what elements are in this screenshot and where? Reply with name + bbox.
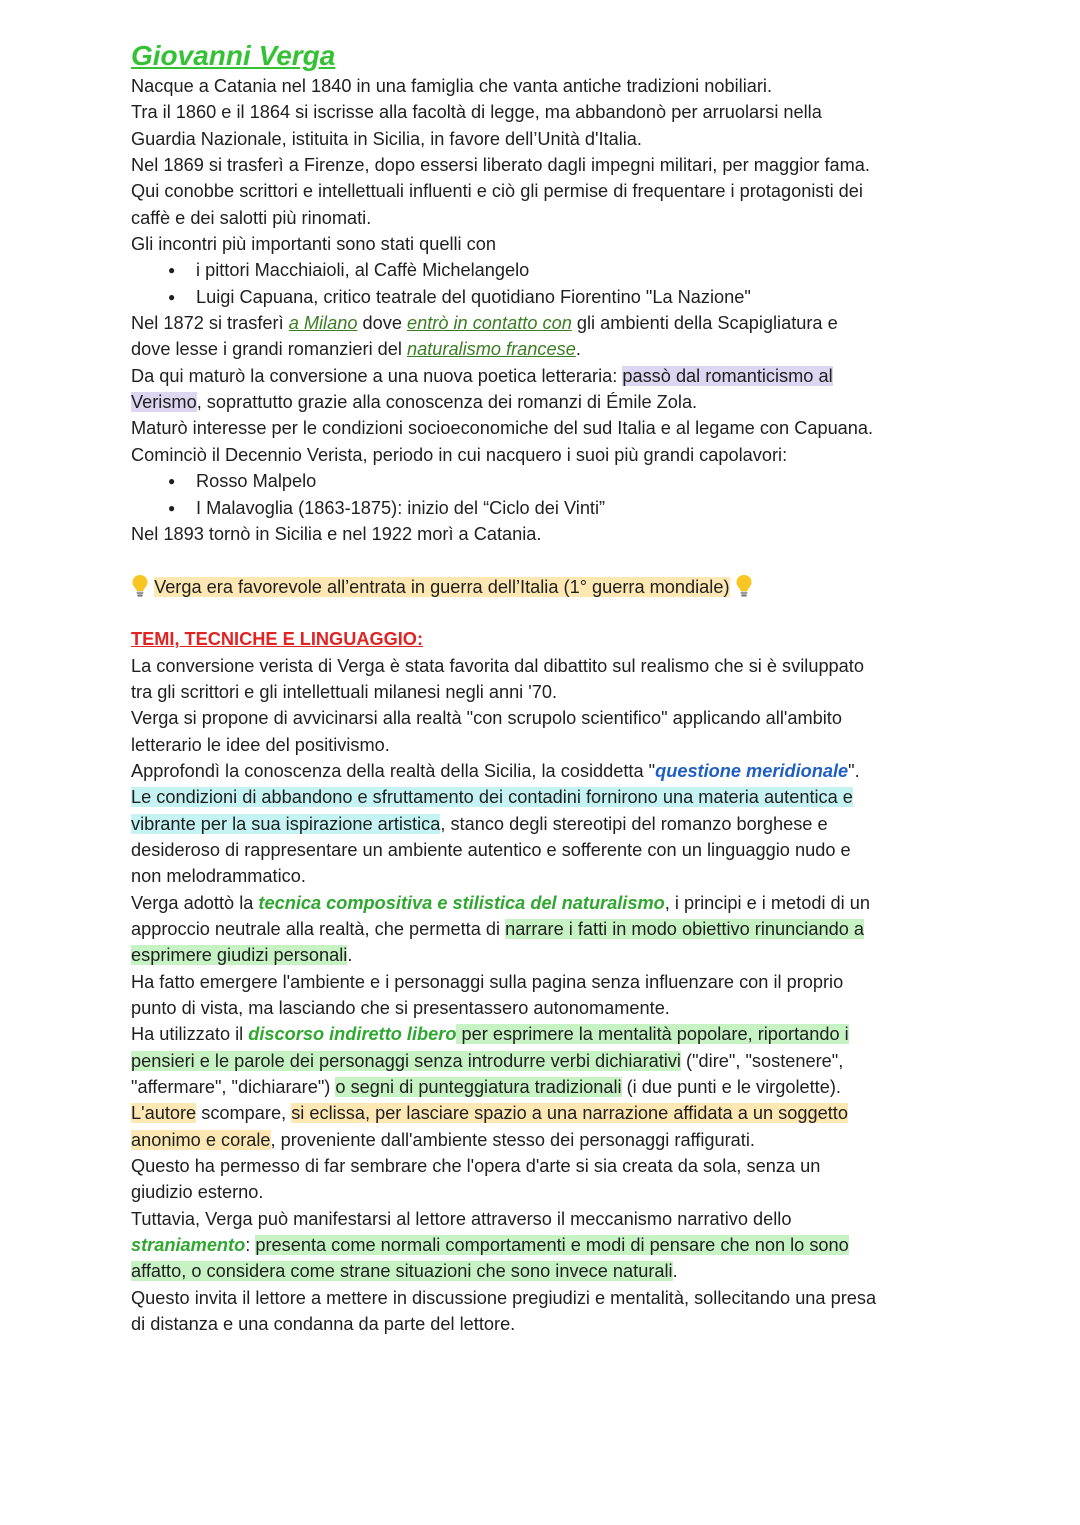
- paragraph-line: desideroso di rappresentare un ambiente autentico e sofferente con un linguaggio nudo e: [131, 839, 851, 860]
- paragraph-line: Cominciò il Decennio Verista, periodo in cui nacquero i suoi più grandi capolavori:: [131, 444, 788, 465]
- paragraph-line: straniamento: presenta come normali comportamenti e modi di pensare che non lo sono: [131, 1235, 849, 1256]
- paragraph-line: Questo invita il lettore a mettere in discussione pregiudizi e mentalità, sollecitando una presa: [131, 1287, 877, 1308]
- document-page: [131, 40, 961, 1338]
- link-naturalismo[interactable]: naturalismo francese: [406, 339, 576, 360]
- highlight: vibrante per la sua ispirazione artistica: [131, 813, 441, 834]
- paragraph-line: Approfondì la conoscenza della realtà della Sicilia, la cosiddetta "questione meridionale".: [131, 760, 860, 781]
- paragraph-line: Guardia Nazionale, istituita in Sicilia, in favore dell’Unità d'Italia.: [131, 128, 642, 149]
- emphasis: tecnica compositiva e stilistica del naturalismo: [258, 892, 665, 913]
- emphasis: questione meridionale: [655, 760, 849, 781]
- paragraph-line: Questo ha permesso di far sembrare che l'opera d'arte si sia creata da sola, senza un: [131, 1156, 821, 1177]
- highlight: per esprimere la mentalità popolare, riportando i: [456, 1024, 849, 1045]
- highlight: L'autore: [131, 1103, 197, 1124]
- paragraph-line: Gli incontri più importanti sono stati quelli con: [131, 234, 496, 255]
- paragraph-line: pensieri e le parole dei personaggi senza introdurre verbi dichiarativi ("dire", "sostenere",: [131, 1050, 844, 1071]
- paragraph-line: affatto, o considera come strane situazioni che sono invece naturali.: [131, 1261, 678, 1282]
- paragraph-line: "affermare", "dichiarare") o segni di punteggiatura tradizionali (i due punti e le virgolette).: [131, 1077, 841, 1098]
- highlight: Verismo: [131, 392, 197, 413]
- paragraph-line: Ha utilizzato il discorso indiretto libero per esprimere la mentalità popolare, riportando i: [131, 1024, 849, 1045]
- highlight: passò dal romanticismo al: [622, 365, 833, 386]
- paragraph-line: letterario le idee del positivismo.: [131, 734, 390, 755]
- section-title: TEMI, TECNICHE E LINGUAGGIO:: [131, 629, 424, 650]
- paragraph-line: punto di vista, ma lasciando che si presentassero autonomamente.: [131, 998, 670, 1019]
- paragraph-line: La conversione verista di Verga è stata favorita dal dibattito sul realismo che si è sviluppato: [131, 655, 864, 676]
- note-line: [131, 574, 961, 600]
- paragraph-line: approccio neutrale alla realtà, che permetta di narrare i fatti in modo obiettivo rinunciando a: [131, 919, 864, 939]
- paragraph-line: Nacque a Catania nel 1840 in una famiglia che vanta antiche tradizioni nobiliari.: [131, 76, 773, 96]
- list-item: ● Rosso Malpelo: [131, 468, 961, 494]
- highlight: esprimere giudizi personali: [131, 945, 348, 966]
- paragraph-line: Nel 1893 tornò in Sicilia e nel 1922 morì a Catania.: [131, 523, 542, 544]
- list-item: ● I Malavoglia (1863-1875): inizio del “Ciclo dei Vinti”: [131, 495, 961, 521]
- paragraph-line: L'autore scompare, si eclissa, per lasciare spazio a una narrazione affidata a un soggetto: [131, 1103, 848, 1124]
- paragraph-line: vibrante per la sua ispirazione artistica, stanco degli stereotipi del romanzo borghese e: [131, 813, 828, 834]
- paragraph-line: Verga si propone di avvicinarsi alla realtà "con scrupolo scientifico" applicando all'ambito: [131, 708, 842, 729]
- paragraph-line: caffè e dei salotti più rinomati.: [131, 207, 372, 228]
- paragraph-line: Tuttavia, Verga può manifestarsi al lettore attraverso il meccanismo narrativo dello: [131, 1208, 792, 1229]
- paragraph-line: Verga adottò la tecnica compositiva e stilistica del naturalismo, i principi e i metodi di un: [131, 892, 870, 913]
- page-title: Giovanni Verga: [131, 40, 336, 71]
- emphasis: discorso indiretto libero: [248, 1024, 457, 1045]
- highlight: o segni di punteggiatura tradizionali: [335, 1077, 622, 1098]
- lightbulb-icon: [131, 574, 149, 598]
- highlight: si eclissa, per lasciare spazio a una narrazione affidata a un soggetto: [291, 1103, 848, 1124]
- highlight: Le condizioni di abbandono e sfruttamento dei contadini fornirono una materia autentica e: [131, 787, 853, 808]
- lightbulb-icon: [735, 574, 753, 598]
- highlight: pensieri e le parole dei personaggi senza introdurre verbi dichiarativi: [131, 1050, 681, 1071]
- emphasis: straniamento: [131, 1235, 246, 1256]
- paragraph-line: Nel 1872 si trasferì a Milano dove entrò in contatto con gli ambienti della Scapigliatura e: [131, 313, 838, 334]
- paragraph-line: di distanza e una condanna da parte del lettore.: [131, 1314, 516, 1335]
- paragraph-line: dove lesse i grandi romanzieri del naturalismo francese.: [131, 339, 581, 360]
- link-milano[interactable]: a Milano: [288, 313, 358, 334]
- paragraph-line: Ha fatto emergere l'ambiente e i personaggi sulla pagina senza influenzare con il proprio: [131, 971, 844, 992]
- paragraph-line: anonimo e corale, proveniente dall'ambiente stesso dei personaggi raffigurati.: [131, 1129, 755, 1150]
- highlight: narrare i fatti in modo obiettivo rinunciando a: [505, 919, 864, 939]
- paragraph-line: tra gli scrittori e gli intellettuali milanesi negli anni '70.: [131, 681, 558, 702]
- paragraph-line: Maturò interesse per le condizioni socioeconomiche del sud Italia e al legame con Capuana.: [131, 418, 874, 439]
- paragraph-line: Nel 1869 si trasferì a Firenze, dopo essersi liberato dagli impegni militari, per maggior fama.: [131, 155, 870, 176]
- highlight: affatto, o considera come strane situazioni che sono invece naturali: [131, 1261, 673, 1282]
- list-item: ● i pittori Macchiaioli, al Caffè Michelangelo: [131, 257, 961, 283]
- spacer: [131, 600, 961, 626]
- paragraph-line: Verismo, soprattutto grazie alla conoscenza dei romanzi di Émile Zola.: [131, 392, 698, 413]
- paragraph-line: giudizio esterno.: [131, 1182, 264, 1203]
- paragraph-line: Qui conobbe scrittori e intellettuali influenti e ciò gli permise di frequentare i protagonisti dei: [131, 181, 863, 202]
- spacer: [131, 547, 961, 573]
- paragraph-line: [131, 784, 961, 810]
- list-item: ● Luigi Capuana, critico teatrale del quotidiano Fiorentino "La Nazione": [131, 284, 961, 310]
- link-contatto[interactable]: entrò in contatto con: [407, 313, 572, 334]
- paragraph-line: esprimere giudizi personali.: [131, 945, 353, 966]
- highlight: anonimo e corale: [131, 1129, 271, 1150]
- paragraph-line: non melodrammatico.: [131, 866, 306, 887]
- highlight: presenta come normali comportamenti e modi di pensare che non lo sono: [255, 1235, 849, 1256]
- paragraph-line: Tra il 1860 e il 1864 si iscrisse alla facoltà di legge, ma abbandonò per arruolarsi nella: [131, 102, 822, 123]
- note-text: Verga era favorevole all’entrata in guerra dell’Italia (1° guerra mondiale): [154, 576, 730, 597]
- paragraph-line: Da qui maturò la conversione a una nuova poetica letteraria: passò dal romanticismo al: [131, 365, 833, 386]
